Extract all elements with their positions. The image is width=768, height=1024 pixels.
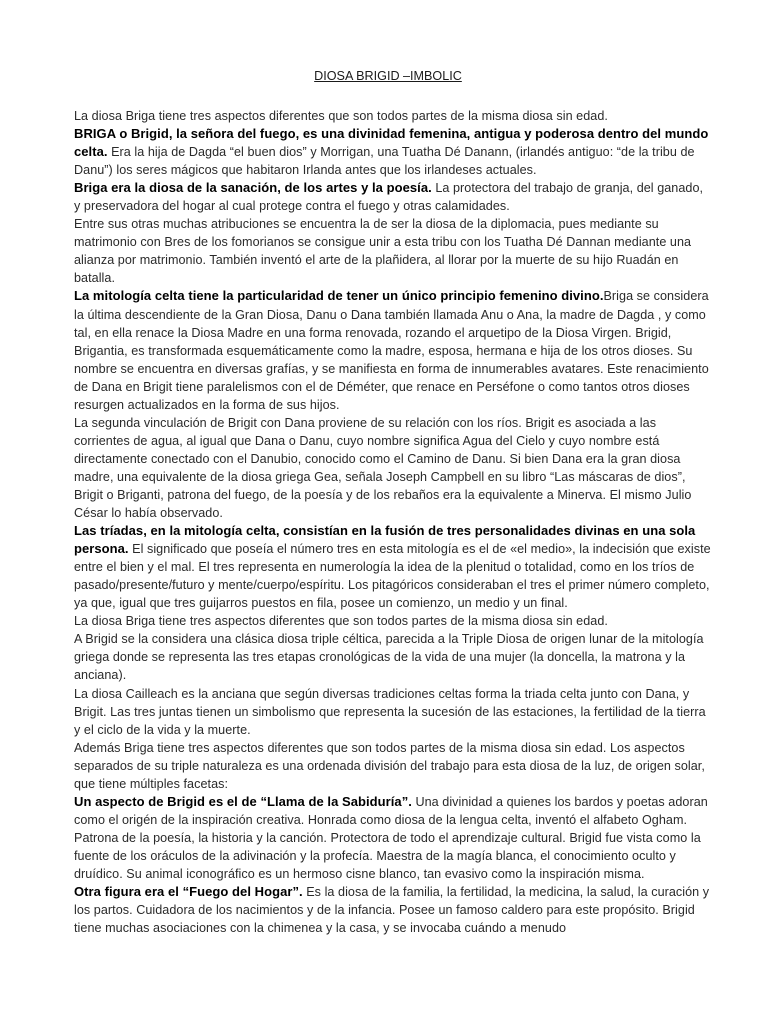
paragraph [74,179,712,215]
paragraph-heading: Briga era la diosa de la sanación, de los artes y la poesía. [74,180,432,196]
paragraph [74,883,712,937]
paragraph-heading: Un aspecto de Brigid es el de “Llama de la Sabiduría”. [74,793,412,809]
paragraph [74,414,712,522]
paragraph-text: La diosa Cailleach es la anciana que según diversas tradiciones celtas forma la triada celta junto con Dana, y Brigit. Las tres juntas tienen un simbolismo que representa la sucesión de las estaciones, la fertilidad de la tierra y el ciclo de la vida y la muerte. [74,686,706,737]
paragraph [74,107,712,125]
paragraph-text: La diosa Briga tiene tres aspectos diferentes que son todos partes de la misma diosa sin edad. [74,109,608,123]
document-title: DIOSA BRIGID –IMBOLIC [314,69,462,83]
paragraph-text: A Brigid se la considera una clásica diosa triple céltica, parecida a la Triple Diosa de origen lunar de la mitología griega donde se representa las tres etapas cronológicas de la vida de una mujer (la doncella, la matrona y la anciana). [74,632,704,683]
paragraph [74,630,712,684]
paragraph-text: Además Briga tiene tres aspectos diferentes que son todos partes de la misma diosa sin edad. Los aspectos separados de su triple naturaleza es una ordenada división del trabajo para esta diosa de la luz, de origen solar, que tiene múltiples facetas: [74,740,705,791]
paragraph-text: El significado que poseía el número tres en esta mitología es el de «el medio», la indecisión que existe entre el bien y el mal. El tres representa en numerología la idea de la plenitud o totalidad, como en los tríos de pasado/presente/futuro y mente/cuerpo/espíritu. Los pitagóricos consideraban el tres el primer número completo, ya que, igual que tres guijarros puestos en fila, posee un comienzo, un medio y un final. [74,542,711,611]
paragraph [74,522,712,612]
paragraph [74,793,712,883]
document-body [74,107,712,937]
paragraph-text: La segunda vinculación de Brigit con Dana proviene de su relación con los ríos. Brigit es asociada a las corrientes de agua, al igual que Dana o Danu, cuyo nombre significa Agua del Cielo y cuyo nombre está directamente conectado con el Danubio, conocido como el Camino de Danu. Si bien Dana era la gran diosa madre, una equivalente de la diosa griega Gea, señala Joseph Campbell en su libro “Las máscaras de dios”, Brigit o Briganti, patrona del fuego, de la poesía y de los rebaños era la equivalente a Minerva. El mismo Julio César lo había observado. [74,415,692,521]
paragraph [74,215,712,287]
paragraph-text: Era la hija de Dagda “el buen dios” y Morrigan, una Tuatha Dé Danann, (irlandés antiguo: “de la tribu de Danu”) los seres mágicos que habitaron Irlanda antes que los irlandeses actuales. [74,145,695,178]
paragraph-text: Una divinidad a quienes los bardos y poetas adoran como el origén de la inspiración creativa. Honrada como diosa de la lengua celta, inventó el alfabeto Ogham. Patrona de la poesía, la historia y la canción. Protectora de todo el aprendizaje cultural. Brigid fue vista como la fuente de los oráculos de la adivinación y la profecía. Maestra de la magía blanca, el conocimiento oculto y druídico. Su animal iconográfico es un hermoso cisne blanco, tan evasivo como la inspiración misma. [74,794,708,881]
paragraph-text: Briga se considera la última descendiente de la Gran Diosa, Danu o Dana también llamada Anu o Ana, la madre de Dagda , y como tal, en ella renace la Diosa Madre en una forma renovada, rozando el arquetipo de la Diosa Virgen. Brigid, Brigantia, es transformada esquemáticamente como la madre, esposa, hermana e hija de los otros dioses. Su nombre se encuentra en diversas grafías, y se manifiesta en forma de innumerables avatares. Este renacimiento de Dana en Brigit tiene paralelismos con el de Déméter, que renace en Perséfone o como tantos otros dioses resurgen actualizados en la forma de sus hijos. [74,289,709,412]
paragraph [74,125,712,179]
paragraph [74,685,712,739]
paragraph-text: Entre sus otras muchas atribuciones se encuentra la de ser la diosa de la diplomacia, pues mediante su matrimonio con Bres de los fomorianos se consigue unir a esta tribu con los Tuatha Dé Dannan mediante una alianza por matrimonio. También inventó el arte de la plañidera, al llorar por la muerte de su hijo Ruadán en batalla. [74,217,692,286]
paragraph-heading: Las tríadas, en la mitología celta, consistían en la fusión de tres personalidades divinas en una sola persona. [74,523,696,557]
paragraph [74,739,712,793]
paragraph-heading: BRIGA o Brigid, la señora del fuego, es una divinidad femenina, antigua y poderosa dentro del mundo celta. [74,126,709,160]
paragraph [74,287,712,413]
paragraph-heading: La mitología celta tiene la particularidad de tener un único principio femenino divino. [74,288,604,304]
paragraph-text: La protectora del trabajo de granja, del ganado, y preservadora del hogar al cual protege contra el fuego y otras calamidades. [74,181,704,214]
paragraph-text: La diosa Briga tiene tres aspectos diferentes que son todos partes de la misma diosa sin edad. [74,614,608,629]
paragraph-heading: Otra figura era el “Fuego del Hogar”. [74,884,303,900]
paragraph-text: Es la diosa de la familia, la fertilidad, la medicina, la salud, la curación y los partos. Cuidadora de los nacimientos y de la infancia. Posee un famoso caldero para este propósito. Brigid tiene muchas asociaciones con la chimenea y la casa, y se invocaba cuándo a menudo [74,885,710,936]
paragraph [74,612,712,630]
